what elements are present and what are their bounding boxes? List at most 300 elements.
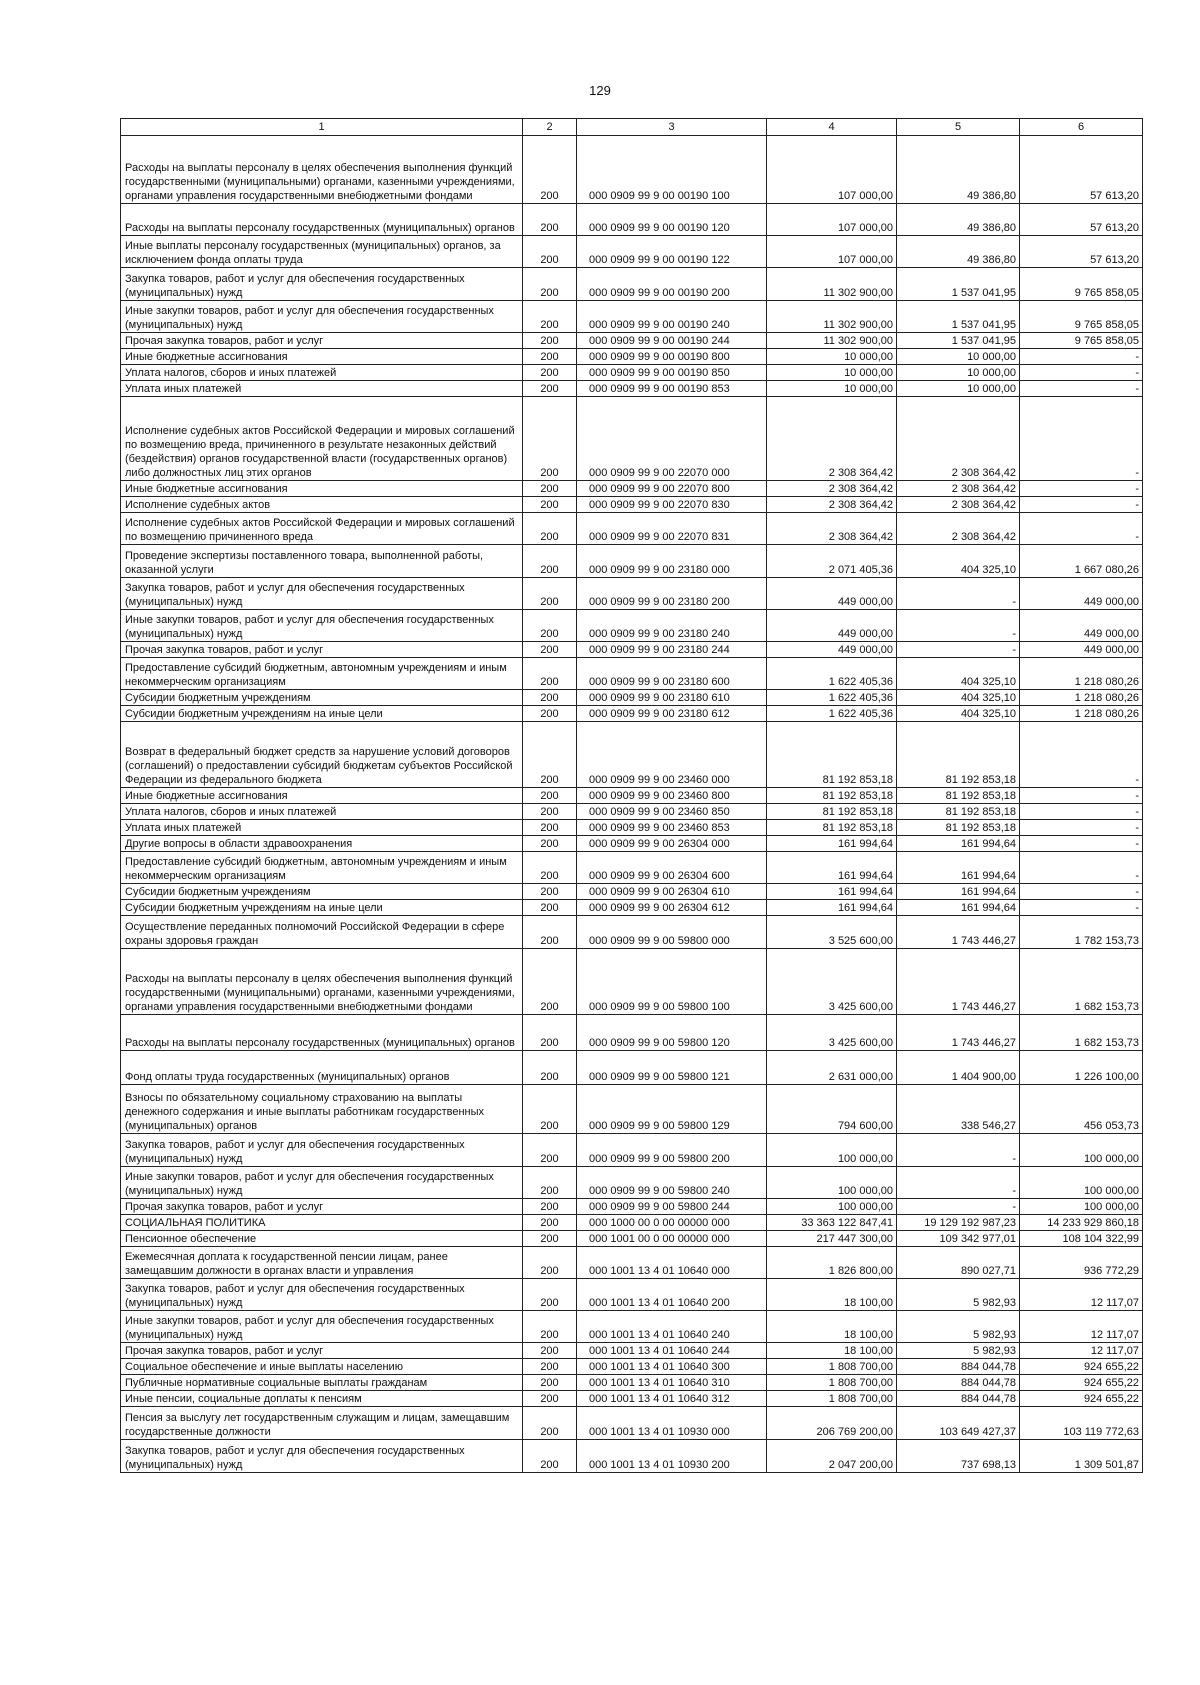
- row-classification-code-cell: 000 0909 99 9 00 00190 122: [577, 236, 767, 268]
- row-code-cell: 200: [523, 301, 577, 333]
- table-row: [121, 333, 1143, 349]
- row-classification-code-cell: 000 0909 99 9 00 26304 000: [577, 836, 767, 852]
- table-row: [121, 268, 1143, 301]
- row-unexecuted-amount-cell: -: [1020, 852, 1143, 884]
- row-unexecuted-amount-cell: 924 655,22: [1020, 1359, 1143, 1375]
- row-classification-code-cell: 000 0909 99 9 00 59800 240: [577, 1167, 767, 1199]
- row-name-cell: Пенсионное обеспечение: [121, 1231, 523, 1247]
- row-code-cell: 200: [523, 365, 577, 381]
- row-unexecuted-amount-cell: 9 765 858,05: [1020, 301, 1143, 333]
- table-row: [121, 1215, 1143, 1231]
- row-name-cell: Пенсия за выслугу лет государственным служащим и лицам, замещавшим государственные должности: [121, 1407, 523, 1440]
- row-executed-amount-cell: 737 698,13: [897, 1440, 1020, 1473]
- row-executed-amount-cell: 338 546,27: [897, 1085, 1020, 1134]
- row-code-cell: 200: [523, 1279, 577, 1311]
- row-executed-amount-cell: 161 994,64: [897, 836, 1020, 852]
- row-classification-code-cell: 000 0909 99 9 00 22070 830: [577, 497, 767, 513]
- row-classification-code-cell: 000 0909 99 9 00 00190 244: [577, 333, 767, 349]
- row-classification-code-cell: 000 0909 99 9 00 22070 800: [577, 481, 767, 497]
- table-row: [121, 706, 1143, 722]
- row-executed-amount-cell: 884 044,78: [897, 1391, 1020, 1407]
- row-unexecuted-amount-cell: 57 613,20: [1020, 236, 1143, 268]
- row-approved-amount-cell: 100 000,00: [767, 1134, 897, 1167]
- row-name-cell: Субсидии бюджетным учреждениям: [121, 884, 523, 900]
- row-approved-amount-cell: 3 525 600,00: [767, 916, 897, 949]
- row-unexecuted-amount-cell: 12 117,07: [1020, 1343, 1143, 1359]
- row-approved-amount-cell: 1 622 405,36: [767, 706, 897, 722]
- column-header-4: 4: [767, 119, 897, 136]
- row-name-cell: Иные выплаты персоналу государственных (муниципальных) органов, за исключением фонда оплаты труда: [121, 236, 523, 268]
- table-row: [121, 204, 1143, 236]
- row-executed-amount-cell: -: [897, 642, 1020, 658]
- row-executed-amount-cell: 49 386,80: [897, 204, 1020, 236]
- row-unexecuted-amount-cell: 449 000,00: [1020, 578, 1143, 610]
- table-row: [121, 836, 1143, 852]
- row-code-cell: 200: [523, 706, 577, 722]
- table-row: [121, 820, 1143, 836]
- row-code-cell: 200: [523, 1015, 577, 1051]
- row-code-cell: 200: [523, 1215, 577, 1231]
- row-unexecuted-amount-cell: 1 218 080,26: [1020, 690, 1143, 706]
- row-unexecuted-amount-cell: 1 682 153,73: [1020, 1015, 1143, 1051]
- row-classification-code-cell: 000 0909 99 9 00 26304 610: [577, 884, 767, 900]
- row-code-cell: 200: [523, 852, 577, 884]
- table-body: [121, 136, 1143, 1473]
- row-code-cell: 200: [523, 578, 577, 610]
- row-executed-amount-cell: 404 325,10: [897, 706, 1020, 722]
- row-approved-amount-cell: 11 302 900,00: [767, 333, 897, 349]
- row-approved-amount-cell: 3 425 600,00: [767, 949, 897, 1015]
- row-approved-amount-cell: 161 994,64: [767, 884, 897, 900]
- row-name-cell: Иные бюджетные ассигнования: [121, 788, 523, 804]
- row-name-cell: Иные закупки товаров, работ и услуг для обеспечения государственных (муниципальных) нужд: [121, 610, 523, 642]
- row-classification-code-cell: 000 0909 99 9 00 23180 610: [577, 690, 767, 706]
- row-code-cell: 200: [523, 545, 577, 578]
- row-code-cell: 200: [523, 949, 577, 1015]
- row-approved-amount-cell: 1 622 405,36: [767, 658, 897, 690]
- table-row: [121, 1279, 1143, 1311]
- row-classification-code-cell: 000 1000 00 0 00 00000 000: [577, 1215, 767, 1231]
- table-row: [121, 884, 1143, 900]
- row-classification-code-cell: 000 0909 99 9 00 22070 831: [577, 513, 767, 545]
- row-executed-amount-cell: 1 743 446,27: [897, 916, 1020, 949]
- row-name-cell: Расходы на выплаты персоналу в целях обеспечения выполнения функций государственными (муниципальными) органами, казенными учреждениями, органами управления государственными внебюджетными фондами: [121, 949, 523, 1015]
- row-name-cell: Субсидии бюджетным учреждениям на иные цели: [121, 706, 523, 722]
- row-approved-amount-cell: 33 363 122 847,41: [767, 1215, 897, 1231]
- table-row: [121, 1134, 1143, 1167]
- row-code-cell: 200: [523, 804, 577, 820]
- row-classification-code-cell: 000 1001 13 4 01 10640 200: [577, 1279, 767, 1311]
- row-code-cell: 200: [523, 1391, 577, 1407]
- row-classification-code-cell: 000 0909 99 9 00 59800 100: [577, 949, 767, 1015]
- row-unexecuted-amount-cell: 1 667 080,26: [1020, 545, 1143, 578]
- row-approved-amount-cell: 449 000,00: [767, 610, 897, 642]
- row-code-cell: 200: [523, 900, 577, 916]
- row-code-cell: 200: [523, 722, 577, 788]
- table-row: [121, 852, 1143, 884]
- row-classification-code-cell: 000 1001 13 4 01 10640 244: [577, 1343, 767, 1359]
- row-unexecuted-amount-cell: 1 226 100,00: [1020, 1051, 1143, 1085]
- row-classification-code-cell: 000 0909 99 9 00 00190 240: [577, 301, 767, 333]
- row-classification-code-cell: 000 1001 00 0 00 00000 000: [577, 1231, 767, 1247]
- row-name-cell: Другие вопросы в области здравоохранения: [121, 836, 523, 852]
- row-unexecuted-amount-cell: 1 218 080,26: [1020, 706, 1143, 722]
- row-name-cell: Фонд оплаты труда государственных (муниципальных) органов: [121, 1051, 523, 1085]
- row-unexecuted-amount-cell: -: [1020, 497, 1143, 513]
- row-classification-code-cell: 000 0909 99 9 00 00190 100: [577, 136, 767, 204]
- row-code-cell: 200: [523, 1359, 577, 1375]
- row-code-cell: 200: [523, 381, 577, 397]
- row-classification-code-cell: 000 1001 13 4 01 10930 200: [577, 1440, 767, 1473]
- row-approved-amount-cell: 2 047 200,00: [767, 1440, 897, 1473]
- row-approved-amount-cell: 100 000,00: [767, 1167, 897, 1199]
- table-row: [121, 1311, 1143, 1343]
- table-row: [121, 722, 1143, 788]
- row-executed-amount-cell: -: [897, 1167, 1020, 1199]
- row-approved-amount-cell: 18 100,00: [767, 1279, 897, 1311]
- row-unexecuted-amount-cell: 1 218 080,26: [1020, 658, 1143, 690]
- row-name-cell: Закупка товаров, работ и услуг для обеспечения государственных (муниципальных) нужд: [121, 1440, 523, 1473]
- row-executed-amount-cell: 81 192 853,18: [897, 788, 1020, 804]
- row-classification-code-cell: 000 0909 99 9 00 23180 200: [577, 578, 767, 610]
- table-row: [121, 578, 1143, 610]
- row-executed-amount-cell: 109 342 977,01: [897, 1231, 1020, 1247]
- table-row: [121, 804, 1143, 820]
- row-approved-amount-cell: 18 100,00: [767, 1311, 897, 1343]
- row-code-cell: 200: [523, 497, 577, 513]
- row-approved-amount-cell: 2 308 364,42: [767, 497, 897, 513]
- column-header-3: 3: [577, 119, 767, 136]
- row-unexecuted-amount-cell: 100 000,00: [1020, 1167, 1143, 1199]
- row-name-cell: Расходы на выплаты персоналу государственных (муниципальных) органов: [121, 1015, 523, 1051]
- row-approved-amount-cell: 449 000,00: [767, 642, 897, 658]
- row-unexecuted-amount-cell: 108 104 322,99: [1020, 1231, 1143, 1247]
- row-classification-code-cell: 000 0909 99 9 00 23180 240: [577, 610, 767, 642]
- row-name-cell: Взносы по обязательному социальному страхованию на выплаты денежного содержания и иные выплаты работникам государственных (муниципальных) органов: [121, 1085, 523, 1134]
- row-approved-amount-cell: 81 192 853,18: [767, 722, 897, 788]
- row-code-cell: 200: [523, 836, 577, 852]
- table-row: [121, 497, 1143, 513]
- row-executed-amount-cell: 49 386,80: [897, 236, 1020, 268]
- table-row: [121, 513, 1143, 545]
- row-approved-amount-cell: 100 000,00: [767, 1199, 897, 1215]
- row-executed-amount-cell: 5 982,93: [897, 1343, 1020, 1359]
- table-row: [121, 1199, 1143, 1215]
- row-name-cell: Осуществление переданных полномочий Российской Федерации в сфере охраны здоровья граждан: [121, 916, 523, 949]
- row-code-cell: 200: [523, 1407, 577, 1440]
- row-approved-amount-cell: 161 994,64: [767, 900, 897, 916]
- row-executed-amount-cell: 49 386,80: [897, 136, 1020, 204]
- row-classification-code-cell: 000 0909 99 9 00 00190 120: [577, 204, 767, 236]
- row-name-cell: Прочая закупка товаров, работ и услуг: [121, 642, 523, 658]
- row-classification-code-cell: 000 0909 99 9 00 23460 850: [577, 804, 767, 820]
- row-approved-amount-cell: 3 425 600,00: [767, 1015, 897, 1051]
- row-unexecuted-amount-cell: -: [1020, 513, 1143, 545]
- row-unexecuted-amount-cell: -: [1020, 365, 1143, 381]
- row-code-cell: 200: [523, 1247, 577, 1279]
- row-classification-code-cell: 000 0909 99 9 00 23180 612: [577, 706, 767, 722]
- row-approved-amount-cell: 81 192 853,18: [767, 804, 897, 820]
- row-code-cell: 200: [523, 1051, 577, 1085]
- row-executed-amount-cell: 2 308 364,42: [897, 481, 1020, 497]
- row-classification-code-cell: 000 0909 99 9 00 26304 612: [577, 900, 767, 916]
- row-unexecuted-amount-cell: 1 782 153,73: [1020, 916, 1143, 949]
- row-approved-amount-cell: 2 071 405,36: [767, 545, 897, 578]
- row-unexecuted-amount-cell: 100 000,00: [1020, 1199, 1143, 1215]
- row-executed-amount-cell: 19 129 192 987,23: [897, 1215, 1020, 1231]
- row-unexecuted-amount-cell: 9 765 858,05: [1020, 333, 1143, 349]
- table-row: [121, 690, 1143, 706]
- row-code-cell: 200: [523, 481, 577, 497]
- row-executed-amount-cell: 1 404 900,00: [897, 1051, 1020, 1085]
- row-unexecuted-amount-cell: -: [1020, 397, 1143, 481]
- table-row: [121, 381, 1143, 397]
- row-unexecuted-amount-cell: 57 613,20: [1020, 204, 1143, 236]
- table-row: [121, 949, 1143, 1015]
- row-executed-amount-cell: 81 192 853,18: [897, 820, 1020, 836]
- row-executed-amount-cell: 1 537 041,95: [897, 268, 1020, 301]
- row-classification-code-cell: 000 0909 99 9 00 59800 129: [577, 1085, 767, 1134]
- row-unexecuted-amount-cell: -: [1020, 349, 1143, 365]
- page-number: 129: [589, 83, 611, 98]
- column-header-2: 2: [523, 119, 577, 136]
- row-executed-amount-cell: 1 743 446,27: [897, 1015, 1020, 1051]
- row-unexecuted-amount-cell: -: [1020, 836, 1143, 852]
- row-classification-code-cell: 000 0909 99 9 00 59800 121: [577, 1051, 767, 1085]
- row-approved-amount-cell: 1 622 405,36: [767, 690, 897, 706]
- row-code-cell: 200: [523, 204, 577, 236]
- row-executed-amount-cell: -: [897, 610, 1020, 642]
- column-header-1: 1: [121, 119, 523, 136]
- row-approved-amount-cell: 449 000,00: [767, 578, 897, 610]
- table-row: [121, 1167, 1143, 1199]
- row-unexecuted-amount-cell: -: [1020, 900, 1143, 916]
- row-name-cell: Проведение экспертизы поставленного товара, выполненной работы, оказанной услуги: [121, 545, 523, 578]
- row-classification-code-cell: 000 0909 99 9 00 23460 800: [577, 788, 767, 804]
- row-executed-amount-cell: 10 000,00: [897, 365, 1020, 381]
- row-unexecuted-amount-cell: 100 000,00: [1020, 1134, 1143, 1167]
- row-name-cell: Исполнение судебных актов Российской Федерации и мировых соглашений по возмещению вреда, причиненного в результате незаконных действий (бездействия) органов государственной власти (государственных органов) либо должностных лиц этих органов: [121, 397, 523, 481]
- row-code-cell: 200: [523, 884, 577, 900]
- row-classification-code-cell: 000 0909 99 9 00 00190 850: [577, 365, 767, 381]
- row-executed-amount-cell: 81 192 853,18: [897, 804, 1020, 820]
- row-name-cell: Иные бюджетные ассигнования: [121, 481, 523, 497]
- row-name-cell: Исполнение судебных актов Российской Федерации и мировых соглашений по возмещению причиненного вреда: [121, 513, 523, 545]
- row-approved-amount-cell: 1 808 700,00: [767, 1375, 897, 1391]
- row-executed-amount-cell: 103 649 427,37: [897, 1407, 1020, 1440]
- row-classification-code-cell: 000 0909 99 9 00 26304 600: [577, 852, 767, 884]
- row-classification-code-cell: 000 0909 99 9 00 00190 853: [577, 381, 767, 397]
- row-code-cell: 200: [523, 1440, 577, 1473]
- row-code-cell: 200: [523, 690, 577, 706]
- row-code-cell: 200: [523, 513, 577, 545]
- row-approved-amount-cell: 107 000,00: [767, 136, 897, 204]
- row-unexecuted-amount-cell: 103 119 772,63: [1020, 1407, 1143, 1440]
- row-code-cell: 200: [523, 658, 577, 690]
- row-approved-amount-cell: 10 000,00: [767, 381, 897, 397]
- row-unexecuted-amount-cell: 924 655,22: [1020, 1375, 1143, 1391]
- row-classification-code-cell: 000 0909 99 9 00 23180 000: [577, 545, 767, 578]
- row-name-cell: Предоставление субсидий бюджетным, автономным учреждениям и иным некоммерческим организациям: [121, 658, 523, 690]
- table-row: [121, 1343, 1143, 1359]
- row-code-cell: 200: [523, 136, 577, 204]
- row-name-cell: СОЦИАЛЬНАЯ ПОЛИТИКА: [121, 1215, 523, 1231]
- row-executed-amount-cell: 2 308 364,42: [897, 513, 1020, 545]
- row-executed-amount-cell: 884 044,78: [897, 1359, 1020, 1375]
- row-executed-amount-cell: 404 325,10: [897, 658, 1020, 690]
- table-row: [121, 916, 1143, 949]
- table-row: [121, 236, 1143, 268]
- row-unexecuted-amount-cell: -: [1020, 820, 1143, 836]
- row-name-cell: Иные бюджетные ассигнования: [121, 349, 523, 365]
- column-header-6: 6: [1020, 119, 1143, 136]
- row-name-cell: Расходы на выплаты персоналу государственных (муниципальных) органов: [121, 204, 523, 236]
- row-approved-amount-cell: 1 808 700,00: [767, 1359, 897, 1375]
- row-approved-amount-cell: 1 808 700,00: [767, 1391, 897, 1407]
- row-name-cell: Закупка товаров, работ и услуг для обеспечения государственных (муниципальных) нужд: [121, 578, 523, 610]
- table-row: [121, 1391, 1143, 1407]
- row-approved-amount-cell: 11 302 900,00: [767, 268, 897, 301]
- row-classification-code-cell: 000 0909 99 9 00 00190 800: [577, 349, 767, 365]
- row-unexecuted-amount-cell: 456 053,73: [1020, 1085, 1143, 1134]
- row-name-cell: Предоставление субсидий бюджетным, автономным учреждениям и иным некоммерческим организациям: [121, 852, 523, 884]
- row-code-cell: 200: [523, 1343, 577, 1359]
- row-executed-amount-cell: 890 027,71: [897, 1247, 1020, 1279]
- row-unexecuted-amount-cell: -: [1020, 722, 1143, 788]
- row-classification-code-cell: 000 1001 13 4 01 10930 000: [577, 1407, 767, 1440]
- row-code-cell: 200: [523, 268, 577, 301]
- row-name-cell: Исполнение судебных актов: [121, 497, 523, 513]
- row-name-cell: Прочая закупка товаров, работ и услуг: [121, 1199, 523, 1215]
- row-executed-amount-cell: 1 537 041,95: [897, 301, 1020, 333]
- table-row: [121, 1085, 1143, 1134]
- row-classification-code-cell: 000 0909 99 9 00 23180 244: [577, 642, 767, 658]
- row-unexecuted-amount-cell: 12 117,07: [1020, 1279, 1143, 1311]
- row-unexecuted-amount-cell: 936 772,29: [1020, 1247, 1143, 1279]
- row-approved-amount-cell: 161 994,64: [767, 852, 897, 884]
- row-name-cell: Уплата иных платежей: [121, 381, 523, 397]
- row-executed-amount-cell: 884 044,78: [897, 1375, 1020, 1391]
- row-unexecuted-amount-cell: -: [1020, 884, 1143, 900]
- row-code-cell: 200: [523, 397, 577, 481]
- table-row: [121, 301, 1143, 333]
- row-approved-amount-cell: 161 994,64: [767, 836, 897, 852]
- row-name-cell: Прочая закупка товаров, работ и услуг: [121, 1343, 523, 1359]
- row-code-cell: 200: [523, 642, 577, 658]
- table-row: [121, 1247, 1143, 1279]
- row-classification-code-cell: 000 1001 13 4 01 10640 312: [577, 1391, 767, 1407]
- row-executed-amount-cell: 10 000,00: [897, 349, 1020, 365]
- row-executed-amount-cell: 10 000,00: [897, 381, 1020, 397]
- row-executed-amount-cell: 5 982,93: [897, 1279, 1020, 1311]
- table-row: [121, 900, 1143, 916]
- row-name-cell: Закупка товаров, работ и услуг для обеспечения государственных (муниципальных) нужд: [121, 1134, 523, 1167]
- row-classification-code-cell: 000 1001 13 4 01 10640 240: [577, 1311, 767, 1343]
- row-approved-amount-cell: 217 447 300,00: [767, 1231, 897, 1247]
- row-executed-amount-cell: -: [897, 1199, 1020, 1215]
- row-approved-amount-cell: 18 100,00: [767, 1343, 897, 1359]
- row-unexecuted-amount-cell: 12 117,07: [1020, 1311, 1143, 1343]
- row-approved-amount-cell: 2 308 364,42: [767, 397, 897, 481]
- row-executed-amount-cell: 404 325,10: [897, 545, 1020, 578]
- row-executed-amount-cell: 161 994,64: [897, 900, 1020, 916]
- row-name-cell: Уплата иных платежей: [121, 820, 523, 836]
- row-executed-amount-cell: 2 308 364,42: [897, 497, 1020, 513]
- row-code-cell: 200: [523, 820, 577, 836]
- table-row: [121, 1359, 1143, 1375]
- row-name-cell: Публичные нормативные социальные выплаты гражданам: [121, 1375, 523, 1391]
- row-name-cell: Субсидии бюджетным учреждениям: [121, 690, 523, 706]
- table-row: [121, 1051, 1143, 1085]
- row-executed-amount-cell: 81 192 853,18: [897, 722, 1020, 788]
- row-code-cell: 200: [523, 916, 577, 949]
- row-unexecuted-amount-cell: 1 682 153,73: [1020, 949, 1143, 1015]
- row-approved-amount-cell: 81 192 853,18: [767, 788, 897, 804]
- row-code-cell: 200: [523, 1311, 577, 1343]
- row-unexecuted-amount-cell: -: [1020, 381, 1143, 397]
- row-name-cell: Социальное обеспечение и иные выплаты населению: [121, 1359, 523, 1375]
- row-classification-code-cell: 000 0909 99 9 00 22070 000: [577, 397, 767, 481]
- row-executed-amount-cell: 1 743 446,27: [897, 949, 1020, 1015]
- row-classification-code-cell: 000 0909 99 9 00 59800 000: [577, 916, 767, 949]
- row-unexecuted-amount-cell: -: [1020, 481, 1143, 497]
- row-name-cell: Иные закупки товаров, работ и услуг для обеспечения государственных (муниципальных) нужд: [121, 301, 523, 333]
- budget-execution-table: [120, 118, 1143, 1473]
- row-approved-amount-cell: 107 000,00: [767, 236, 897, 268]
- row-code-cell: 200: [523, 1375, 577, 1391]
- row-executed-amount-cell: -: [897, 1134, 1020, 1167]
- row-name-cell: Субсидии бюджетным учреждениям на иные цели: [121, 900, 523, 916]
- table-row: [121, 1375, 1143, 1391]
- table-row: [121, 397, 1143, 481]
- table-row: [121, 365, 1143, 381]
- row-approved-amount-cell: 2 308 364,42: [767, 513, 897, 545]
- row-name-cell: Иные пенсии, социальные доплаты к пенсиям: [121, 1391, 523, 1407]
- row-unexecuted-amount-cell: 924 655,22: [1020, 1391, 1143, 1407]
- row-name-cell: Иные закупки товаров, работ и услуг для обеспечения государственных (муниципальных) нужд: [121, 1167, 523, 1199]
- table-row: [121, 658, 1143, 690]
- row-unexecuted-amount-cell: 449 000,00: [1020, 610, 1143, 642]
- row-approved-amount-cell: 10 000,00: [767, 365, 897, 381]
- row-approved-amount-cell: 2 308 364,42: [767, 481, 897, 497]
- row-executed-amount-cell: 2 308 364,42: [897, 397, 1020, 481]
- row-unexecuted-amount-cell: 449 000,00: [1020, 642, 1143, 658]
- table-row: [121, 610, 1143, 642]
- table-row: [121, 1407, 1143, 1440]
- row-unexecuted-amount-cell: 14 233 929 860,18: [1020, 1215, 1143, 1231]
- table-row: [121, 136, 1143, 204]
- row-approved-amount-cell: 107 000,00: [767, 204, 897, 236]
- row-executed-amount-cell: 404 325,10: [897, 690, 1020, 706]
- row-unexecuted-amount-cell: 57 613,20: [1020, 136, 1143, 204]
- row-approved-amount-cell: 11 302 900,00: [767, 301, 897, 333]
- row-executed-amount-cell: 161 994,64: [897, 884, 1020, 900]
- row-classification-code-cell: 000 1001 13 4 01 10640 310: [577, 1375, 767, 1391]
- row-classification-code-cell: 000 0909 99 9 00 00190 200: [577, 268, 767, 301]
- row-classification-code-cell: 000 1001 13 4 01 10640 000: [577, 1247, 767, 1279]
- table-row: [121, 349, 1143, 365]
- row-name-cell: Закупка товаров, работ и услуг для обеспечения государственных (муниципальных) нужд: [121, 1279, 523, 1311]
- row-name-cell: Закупка товаров, работ и услуг для обеспечения государственных (муниципальных) нужд: [121, 268, 523, 301]
- row-code-cell: 200: [523, 1231, 577, 1247]
- table-row: [121, 545, 1143, 578]
- row-unexecuted-amount-cell: -: [1020, 804, 1143, 820]
- table-row: [121, 1015, 1143, 1051]
- row-code-cell: 200: [523, 349, 577, 365]
- row-code-cell: 200: [523, 1085, 577, 1134]
- table-row: [121, 1440, 1143, 1473]
- row-unexecuted-amount-cell: -: [1020, 788, 1143, 804]
